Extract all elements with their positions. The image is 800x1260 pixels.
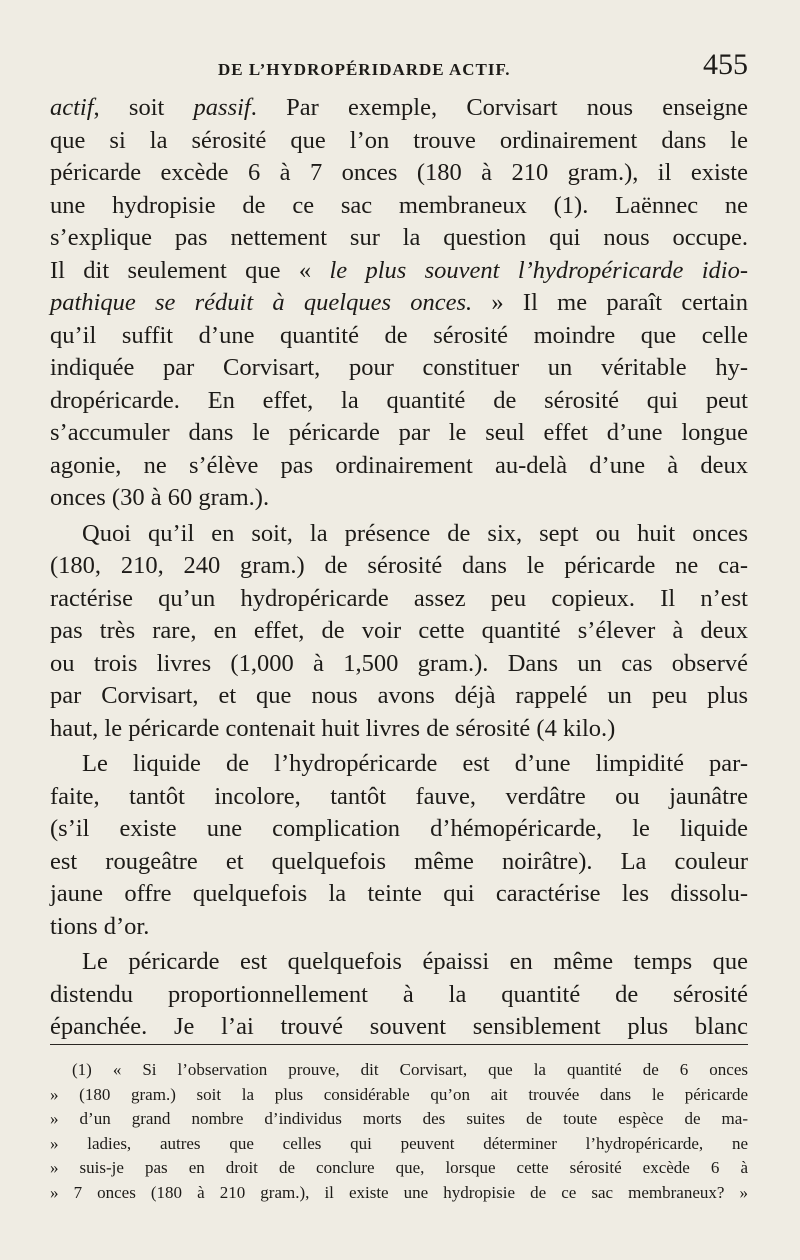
text-line: une hydropisie de ce sac membraneux (1). Laënnec ne <box>50 191 748 219</box>
text-line: ractérise qu’un hydropéricarde assez peu copieux. Il n’est <box>50 584 748 612</box>
text-line: jaune offre quelquefois la teinte qui caractérise les dissolu- <box>50 880 748 907</box>
text-line <box>50 92 748 125</box>
text-line: s’accumuler dans le péricarde par le seul effet d’une longue <box>50 419 748 446</box>
text-italic: passif <box>193 94 251 121</box>
text-line: est rougeâtre et quelquefois même noirâtre). La couleur <box>50 847 748 875</box>
text-line: haut, le péricarde contenait huit livres de sérosité (4 kilo.) <box>50 714 616 742</box>
text-line: qu’il suffit d’une quantité de sérosité moindre que celle <box>50 321 748 349</box>
text-italic: le plus souvent l’hydropéricarde idio- <box>329 256 748 284</box>
text-italic: pathique se réduit à quelques onces. <box>50 289 473 316</box>
paragraph-4 <box>50 946 748 1044</box>
text-line: Le péricarde est quelquefois épaissi en même temps que <box>82 948 748 975</box>
text-line: (s’il existe une complication d’hémopéricarde, le liquide <box>50 815 748 842</box>
text-line <box>50 287 748 320</box>
text-line: distendu proportionnellement à la quantité de sérosité <box>50 980 748 1008</box>
footnote-line: » 7 onces (180 à 210 gram.), il existe une hydropisie de ce sac membraneux? » <box>50 1182 748 1202</box>
paragraph-1 <box>50 92 748 515</box>
footnote-line: » d’un grand nombre d’individus morts des suites de toute espèce de ma- <box>50 1109 748 1128</box>
running-head <box>50 48 750 92</box>
text-run: . Par exemple, Corvisart nous enseigne <box>250 94 748 121</box>
text-line: dropéricarde. En effet, la quantité de sérosité qui peut <box>50 386 748 414</box>
running-title: DE L’HYDROPÉRIDARDE ACTIF. <box>218 60 511 79</box>
text-line: s’explique pas nettement sur la question qui nous occupe. <box>50 224 748 251</box>
page-number: 455 <box>703 48 748 81</box>
text-line: ou trois livres (1,000 à 1,500 gram.). Dans un cas observé <box>50 649 748 677</box>
text-line: indiquée par Corvisart, pour constituer un véritable hy- <box>50 354 748 381</box>
footnote-rule <box>50 1044 748 1045</box>
text-italic: actif <box>50 94 94 121</box>
footnote-line: » (180 gram.) soit la plus considérable qu’on ait trouvée dans le péricarde <box>50 1084 748 1104</box>
text-run: » Il me paraît certain <box>472 289 748 316</box>
text-line: par Corvisart, et que nous avons déjà rappelé un peu plus <box>50 682 748 709</box>
text-line: tions d’or. <box>50 912 150 940</box>
text-line <box>50 255 748 288</box>
text-line: épanchée. Je l’ai trouvé souvent sensiblement plus blanc <box>50 1013 748 1040</box>
text-line: (180, 210, 240 gram.) de sérosité dans le péricarde ne ca- <box>50 552 748 579</box>
text-line: pas très rare, en effet, de voir cette quantité s’élever à deux <box>50 617 748 644</box>
text-run: , soit <box>93 94 194 121</box>
paragraph-2 <box>50 518 748 746</box>
text-line: Quoi qu’il en soit, la présence de six, sept ou huit onces <box>82 519 748 547</box>
text-line: faite, tantôt incolore, tantôt fauve, verdâtre ou jaunâtre <box>50 782 748 810</box>
text-line: onces (30 à 60 gram.). <box>50 484 270 511</box>
footnote-line: » ladies, autres que celles qui peuvent déterminer l’hydropéricarde, ne <box>50 1133 748 1153</box>
body-text <box>50 92 748 1044</box>
text-line: que si la sérosité que l’on trouve ordinairement dans le <box>50 126 748 154</box>
footnote-line: (1) « Si l’observation prouve, dit Corvisart, que la quantité de 6 onces <box>72 1060 748 1079</box>
text-line: péricarde excède 6 à 7 onces (180 à 210 gram.), il existe <box>50 159 748 186</box>
footnote <box>50 1058 748 1205</box>
footnote-line: » suis-je pas en droit de conclure que, lorsque cette sérosité excède 6 à <box>50 1158 748 1177</box>
text-run: Il dit seulement que « <box>50 256 330 284</box>
paragraph-3 <box>50 748 748 943</box>
text-line: agonie, ne s’élève pas ordinairement au-delà d’une à deux <box>50 451 748 479</box>
text-line: Le liquide de l’hydropéricarde est d’une limpidité par- <box>82 750 748 777</box>
